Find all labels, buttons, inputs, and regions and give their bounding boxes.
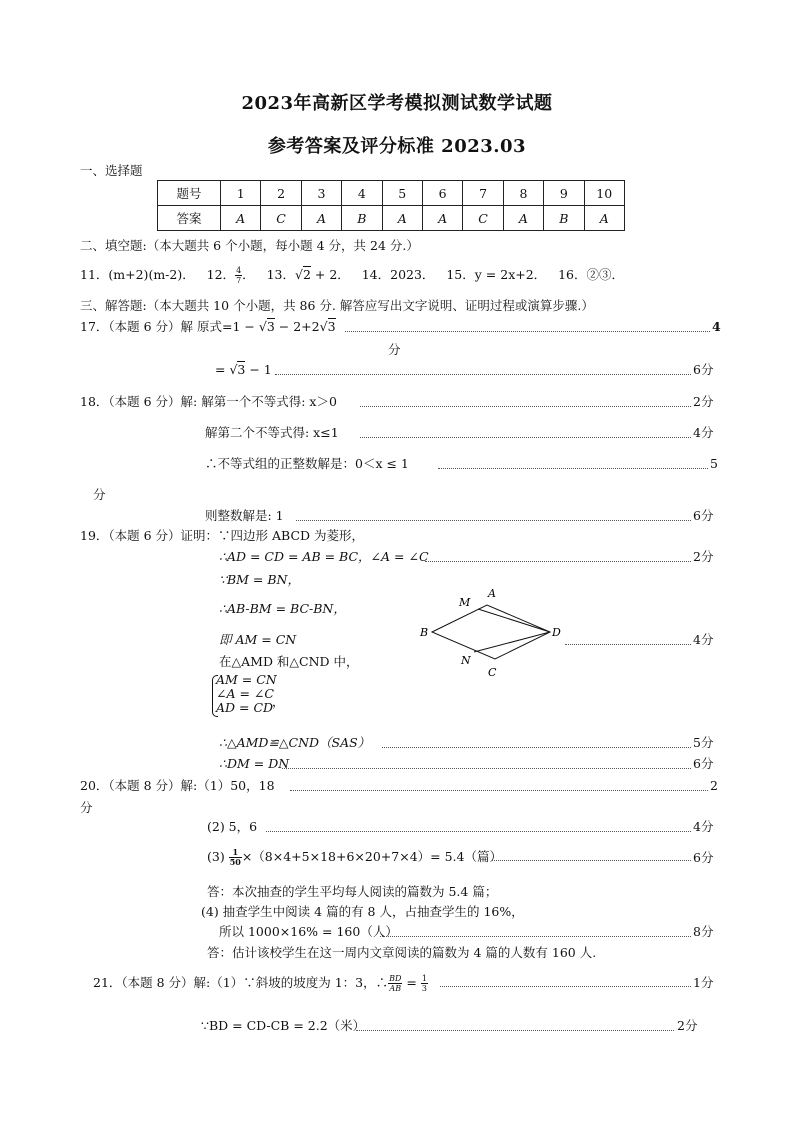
dotted-leader [282,768,691,769]
table-cell: 6 [422,181,462,206]
radicand: 3 [266,319,275,334]
dotted-leader [290,790,708,791]
fraction-denominator: 7 [236,276,242,285]
dotted-leader [440,986,691,987]
table-header-q: 题号 [158,181,221,206]
q20-line6: 所以 1000×16% = 160（人） [219,924,398,939]
dotted-leader [565,644,691,645]
answer-table [157,180,625,231]
q17-line2-pre: = [215,362,230,377]
table-cell: 5 [382,181,422,206]
table-cell: 10 [584,181,624,206]
q18-score1: 2分 [693,394,714,409]
fraction [388,974,402,993]
dotted-leader [380,936,691,937]
q20-line7: 答：估计该校学生在这一周内文章阅读的篇数为 4 篇的人数有 160 人. [207,945,597,960]
table-cell: C [261,206,301,231]
q17-mid: − 2+2 [274,319,320,334]
answer-13-label: 13． [266,267,295,282]
section2-heading: 二、填空题:（本大题共 6 个小题，每小题 4 分，共 24 分.） [80,238,419,253]
answer-16: 16．②③． [558,267,625,282]
q19-line6: 在△AMD 和△CND 中， [219,654,359,669]
q17-line2 [215,362,272,378]
q20-line1: 20．（本题 8 分）解:（1）50，18 [80,778,275,793]
dotted-leader [266,831,691,832]
q18-score2: 4分 [693,425,714,440]
q19-line7: ∴△AMD≌△CND（SAS） [219,735,371,750]
q19-line8: ∴DM = DN [219,756,290,771]
table-cell: B [342,206,382,231]
table-cell: 8 [503,181,543,206]
q18-line1: 18．（本题 6 分）解: 解第一个不等式得: x＞0 [80,394,337,409]
fraction-denominator: 3 [421,984,427,993]
table-cell: 3 [301,181,341,206]
q20-score2: 4分 [693,819,714,834]
answer-12-end: ． [242,267,255,282]
dotted-leader [360,406,691,407]
radicand: 3 [327,319,336,334]
q20-score4: 8分 [693,924,714,939]
fraction-numerator: 1 [229,848,242,858]
q21-line1-text: 21．（本题 8 分）解:（1）∵斜坡的坡度为 1：3，∴ [93,975,389,990]
q20-score1-unit: 分 [80,800,93,815]
label-d: D [552,626,561,639]
q18-score4: 6分 [693,508,714,523]
q19-line2: ∴AD = CD = AB = BC，∠A = ∠C [219,549,429,564]
section1-heading: 一、选择题 [80,163,143,178]
table-cell: A [422,206,462,231]
fraction [229,848,242,867]
q18-line2: 解第二个不等式得: x≤1 [205,425,339,440]
dotted-leader [360,437,691,438]
q17-score1: 4 [712,319,721,334]
table-cell: 7 [463,181,503,206]
dotted-leader [382,747,691,748]
label-a: A [488,587,496,600]
radicand: 3 [237,362,246,377]
segment-md [478,609,550,632]
q21-line2: ∵BD = CD-CB = 2.2（米） [201,1018,366,1033]
q21-score1: 1分 [693,975,714,990]
q19-score3: 5分 [693,735,714,750]
table-cell: 9 [544,181,584,206]
label-m: M [459,596,471,609]
sqrt-icon: √ [258,319,267,334]
dotted-leader [438,468,708,469]
q17-label: 17．（本题 6 分）解 原式=1 − [80,319,259,334]
dotted-leader [345,331,710,332]
fraction-numerator: 1 [421,974,427,983]
equals: = [402,975,421,990]
table-cell: A [301,206,341,231]
rhombus-figure [412,584,572,684]
dotted-leader [425,561,691,562]
dotted-leader [275,374,691,375]
dotted-leader [296,520,691,521]
fraction-denominator: 50 [229,857,241,867]
q18-score3: 5 [710,456,718,471]
table-cell: A [221,206,261,231]
answer-15: 15．y = 2x+2． [446,267,547,282]
label-n: N [461,654,471,667]
q21-score2: 2分 [677,1018,698,1033]
answer-table-row-numbers [158,181,625,206]
q17-score1-unit: 分 [388,342,401,357]
q17-line2-post: − 1 [245,362,272,377]
answer-11: 11．(m+2)(m-2)． [80,267,195,282]
table-cell: A [382,206,422,231]
table-cell: 4 [342,181,382,206]
q20-line4: 答：本次抽查的学生平均每人阅读的篇数为 5.4 篇； [207,884,498,899]
label-b: B [420,626,429,639]
table-cell: C [463,206,503,231]
q19-line3: ∵BM = BN， [219,572,300,587]
q18-line3: ∴不等式组的正整数解是：0＜x ≤ 1 [205,456,409,471]
sqrt-icon: √ [295,267,303,282]
page-title: 2023年高新区学考模拟测试数学试题 [241,93,553,114]
brace-icon [212,675,218,717]
q18-line4: 则整数解是: 1 [205,508,284,523]
q19-score1: 2分 [693,549,714,564]
fill-in-answers [80,266,624,285]
q20-line3 [207,848,502,867]
answer-table-row-answers [158,206,625,231]
q19-score2: 4分 [693,632,714,647]
system-eq-2: ∠A = ∠C [216,686,274,701]
system-eq-3: AD = CD [216,700,274,715]
section3-heading: 三、解答题:（本大题共 10 个小题，共 86 分. 解答应写出文字说明、证明过程或演算步骤.） [80,298,594,313]
label-c: C [488,666,497,679]
system-eq-1: AM = CN [216,672,277,687]
answer-12-label: 12． [206,267,236,282]
q21-line1 [93,974,428,993]
q20-score3: 6分 [693,850,714,865]
fraction [421,974,428,993]
sqrt-icon: √ [229,362,238,377]
table-cell: B [544,206,584,231]
q19-line5: 即 AM = CN [219,632,297,647]
q19-line1: 19．（本题 6 分）证明：∵四边形 ABCD 为菱形， [80,528,365,543]
q19-score4: 6分 [693,756,714,771]
q20-score1: 2 [710,778,718,793]
table-header-a: 答案 [158,206,221,231]
q20-line2: (2) 5，6 [207,819,258,834]
table-cell: A [584,206,624,231]
q19-system-comma: ， [272,694,285,709]
q19-equation-system [216,673,277,715]
fraction-numerator: BD [389,974,402,983]
answer-13-rest: + 2． [310,267,350,282]
q17-line1 [80,319,336,335]
q19-line4: ∴AB-BM = BC-BN， [219,601,346,616]
table-cell: 2 [261,181,301,206]
q18-score3-unit: 分 [93,487,106,502]
q17-score2: 6分 [693,362,714,377]
dotted-leader [356,1030,674,1031]
page-subtitle: 参考答案及评分标准 2023.03 [267,136,527,157]
q20-line3-post: ×（8×4+5×18+6×20+7×4）= 5.4（篇） [241,849,502,864]
radicand: 2 [302,267,311,282]
q20-line5: (4) 抽查学生中阅读 4 篇的有 8 人，占抽查学生的 16%， [201,904,524,919]
fraction-numerator: 4 [236,266,242,275]
sqrt-icon: √ [319,319,328,334]
fraction-denominator: AB [389,984,402,993]
table-cell: A [503,206,543,231]
answer-14: 14．2023． [361,267,435,282]
segment-nd [474,632,550,652]
dotted-leader [492,860,691,861]
table-cell: 1 [221,181,261,206]
q20-line3-pre: (3) [207,849,229,864]
